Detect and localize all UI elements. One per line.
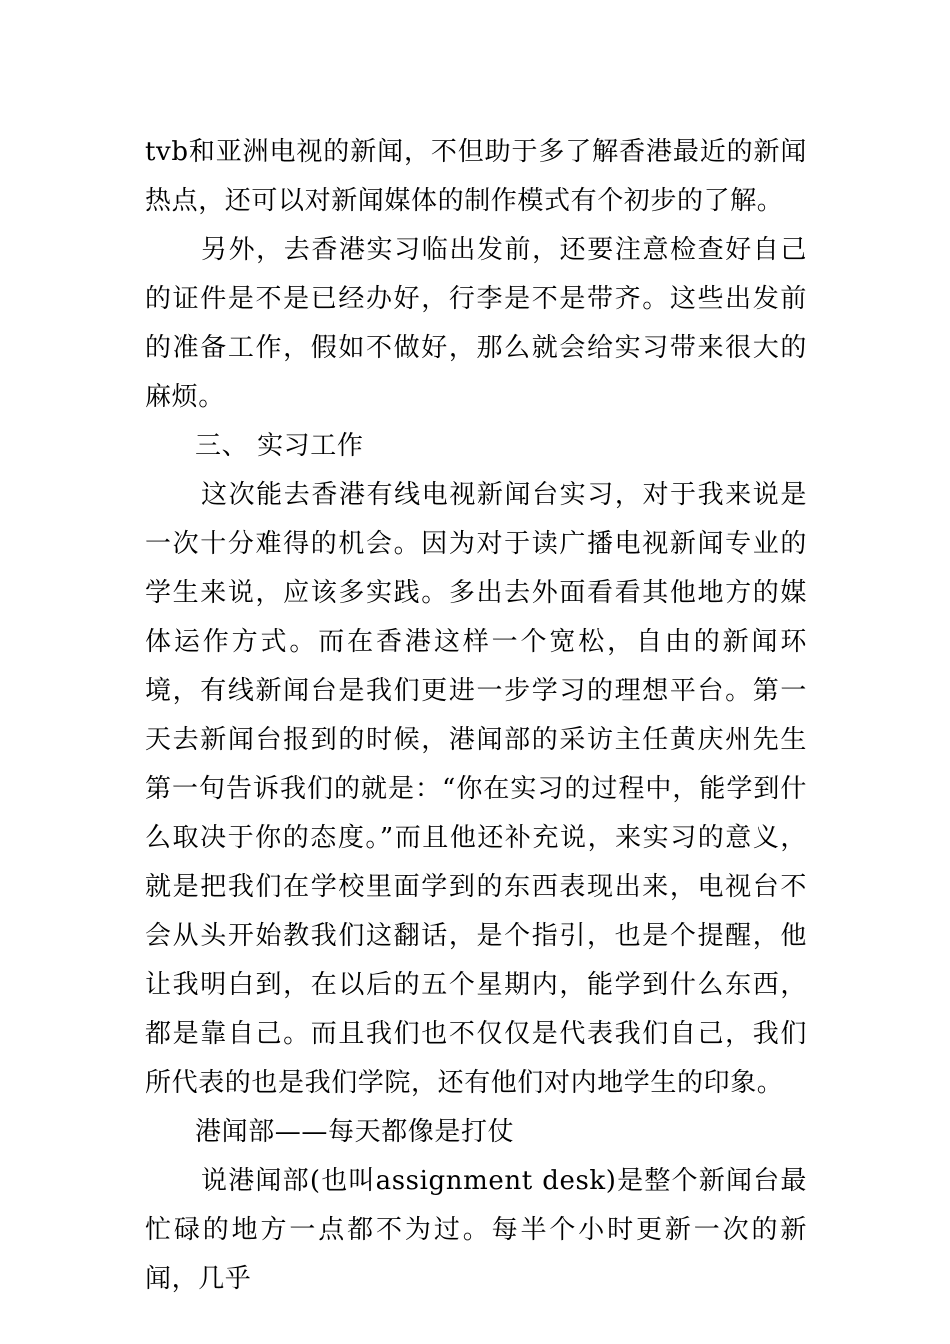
section-heading-internship-work: 三、 实习工作 [195,431,364,461]
paragraph-continuation: tvb和亚洲电视的新闻，不但助于多了解香港最近的新闻热点，还可以对新闻媒体的制作模式有个初步的了解。 [145,137,807,216]
subheading-news-department: 港闻部——每天都像是打仗 [195,1117,515,1147]
paragraph-assignment-desk: 说港闻部(也叫assignment desk)是整个新闻台最忙碌的地方一点都不为过。每半个小时更新一次的新闻，几乎 [145,1166,807,1294]
document-body [145,128,807,1304]
paragraph-internship-intro: 这次能去香港有线电视新闻台实习，对于我来说是一次十分难得的机会。因为对于读广播电视新闻专业的学生来说，应该多实践。多出去外面看看其他地方的媒体运作方式。而在香港这样一个宽松，自由的新闻环境，有线新闻台是我们更进一步学习的理想平台。第一天去新闻台报到的时候，港闻部的采访主任黄庆州先生第一句告诉我们的就是：“你在实习的过程中，能学到什么取决于你的态度。”而且他还补充说，来实习的意义，就是把我们在学校里面学到的东西表现出来，电视台不会从头开始教我们这翻话，是个指引，也是个提醒，他让我明白到，在以后的五个星期内，能学到什么东西，都是靠自己。而且我们也不仅仅是代表我们自己，我们所代表的也是我们学院，还有他们对内地学生的印象。 [145,480,807,1098]
paragraph-preparation: 另外，去香港实习临出发前，还要注意检查好自己的证件是不是已经办好，行李是不是带齐。这些出发前的准备工作，假如不做好，那么就会给实习带来很大的麻烦。 [145,235,807,412]
